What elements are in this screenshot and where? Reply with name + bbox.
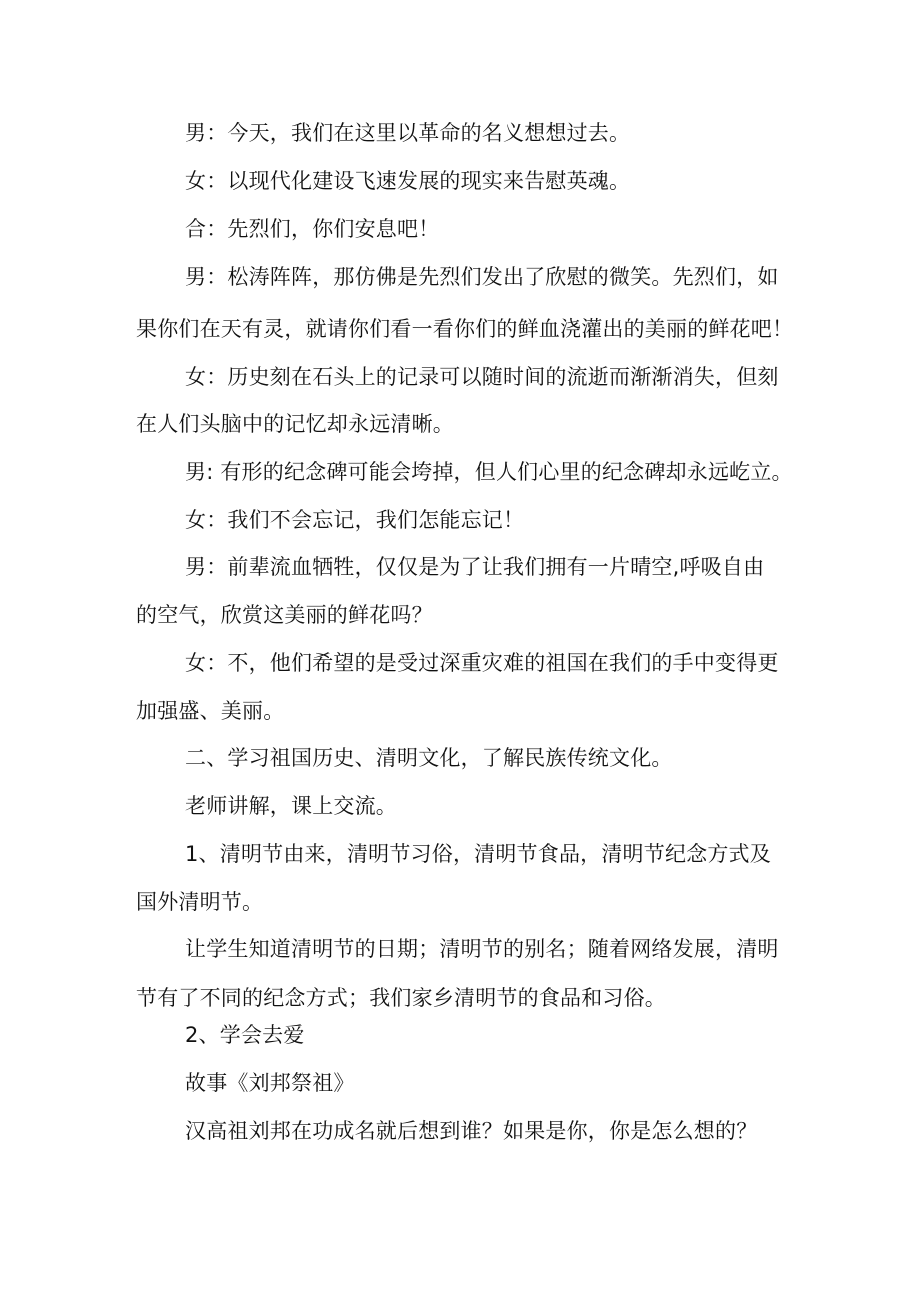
paragraph-teacher: 老师讲解，课上交流。 (185, 794, 397, 818)
dialogue-line-female-2-cont: 在人们头脑中的记忆却永远清晰。 (136, 412, 454, 436)
story-question: 汉高祖刘邦在功成名就后想到谁？如果是你，你是怎么想的？ (185, 1119, 758, 1143)
dialogue-line-together: 合：先烈们，你们安息吧！ (185, 217, 440, 241)
dialogue-line-male-3: 男: 有形的纪念碑可能会垮掉，但人们心里的纪念碑却永远屹立。 (185, 460, 793, 484)
list-item-2: 2、学会去爱 (185, 1023, 305, 1047)
dialogue-line-female-1: 女：以现代化建设飞速发展的现实来告慰英魂。 (185, 169, 631, 193)
dialogue-line-male-2: 男：松涛阵阵，那仿佛是先烈们发出了欣慰的微笑。先烈们，如 (185, 265, 779, 289)
paragraph-students: 让学生知道清明节的日期；清明节的别名；随着网络发展，清明 (185, 937, 779, 961)
story-title: 故事《刘邦祭祖》 (185, 1071, 355, 1095)
dialogue-line-male-1: 男：今天，我们在这里以革命的名义想想过去。 (185, 121, 631, 145)
dialogue-line-female-2: 女：历史刻在石头上的记录可以随时间的流逝而渐渐消失，但刻 (185, 365, 779, 389)
dialogue-line-male-4-cont: 的空气，欣赏这美丽的鲜花吗？ (136, 603, 433, 627)
list-item-1-cont: 国外清明节。 (136, 890, 264, 914)
paragraph-students-cont: 节有了不同的纪念方式；我们家乡清明节的食品和习俗。 (136, 986, 666, 1010)
dialogue-line-female-3: 女：我们不会忘记，我们怎能忘记！ (185, 508, 525, 532)
dialogue-line-female-4: 女：不，他们希望的是受过深重灾难的祖国在我们的手中变得更 (185, 651, 779, 675)
dialogue-line-male-2-cont: 果你们在天有灵，就请你们看一看你们的鲜血浇灌出的美丽的鲜花吧！ (136, 317, 794, 341)
list-item-1: 1、清明节由来，清明节习俗，清明节食品，清明节纪念方式及 (185, 842, 771, 866)
section-heading-2: 二、学习祖国历史、清明文化，了解民族传统文化。 (185, 746, 673, 770)
dialogue-line-male-4: 男：前辈流血牺牲，仅仅是为了让我们拥有一片晴空,呼吸自由 (185, 555, 765, 579)
dialogue-line-female-4-cont: 加强盛、美丽。 (136, 699, 285, 723)
